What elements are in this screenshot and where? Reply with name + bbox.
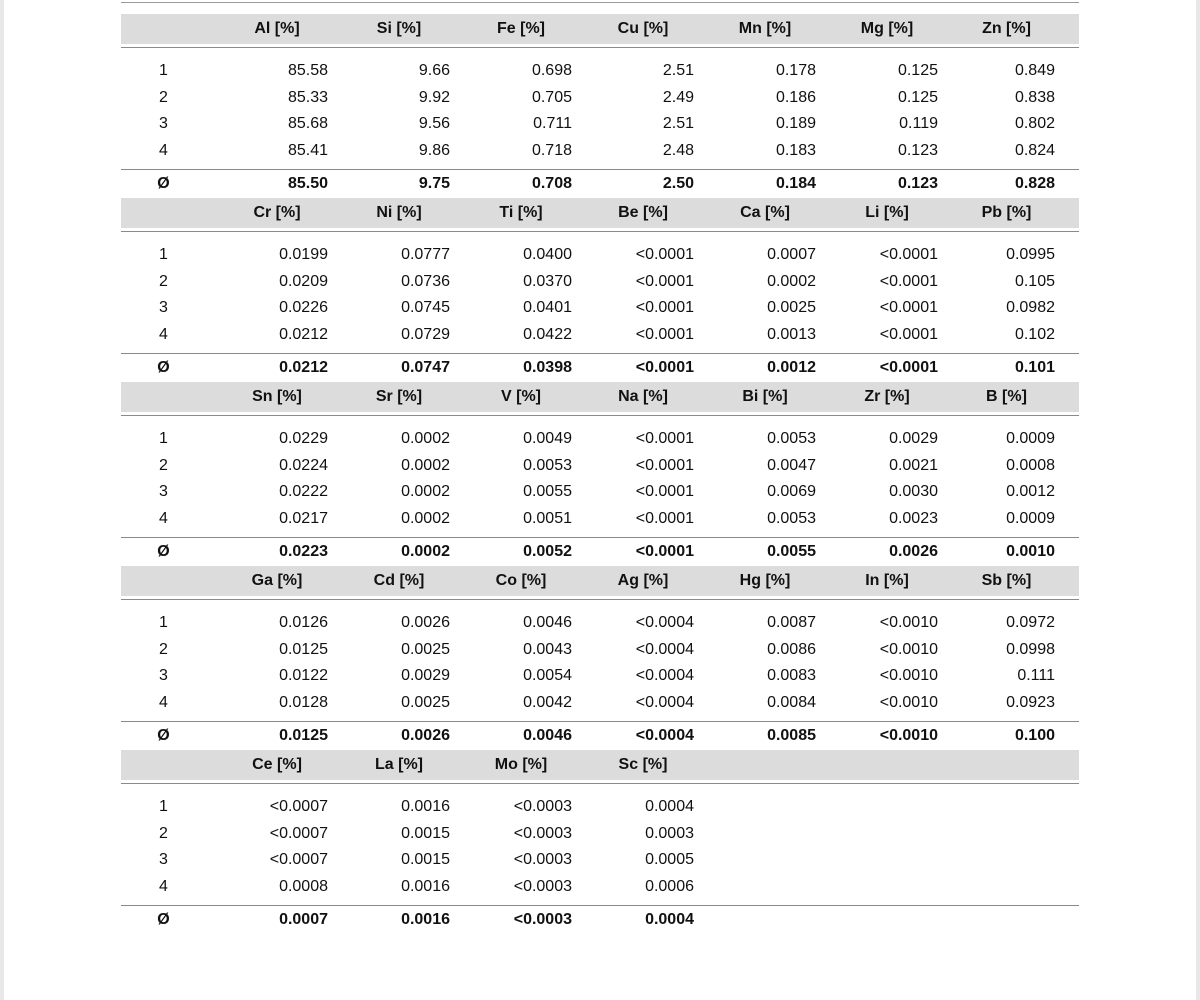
table-cell: 0.0016 [401, 878, 450, 896]
average-cell: <0.0010 [879, 727, 938, 745]
table-cell: 0.0004 [645, 798, 694, 816]
average-symbol: Ø [157, 911, 170, 929]
table-cell: 0.0008 [1006, 456, 1055, 474]
table-cell: 0.0226 [279, 299, 328, 317]
average-cell: 0.0747 [401, 359, 450, 377]
table-cell: <0.0004 [635, 614, 694, 632]
average-cell: <0.0004 [635, 727, 694, 745]
table-cell: 0.111 [1017, 667, 1055, 685]
table-cell: 0.0199 [279, 246, 328, 264]
table-cell: 0.0086 [767, 640, 816, 658]
column-header: Sc [%] [618, 756, 668, 773]
average-cell: 0.0026 [401, 727, 450, 745]
table-row [121, 663, 1079, 690]
table-cell: 0.0972 [1006, 614, 1055, 632]
average-cell: 0.123 [897, 175, 938, 193]
table-cell: 0.0023 [889, 510, 938, 528]
table-header-row [121, 382, 1079, 412]
row-index: 1 [159, 614, 168, 632]
column-header: Hg [%] [739, 572, 791, 589]
table-cell: <0.0003 [513, 851, 572, 869]
column-header: Ti [%] [499, 204, 543, 221]
table-cell: 0.0021 [889, 456, 938, 474]
row-index: 2 [159, 272, 168, 290]
average-cell: 0.0012 [767, 359, 816, 377]
column-header: V [%] [501, 388, 541, 405]
table-header-row [121, 750, 1079, 780]
table-cell: 85.33 [287, 88, 328, 106]
table-row [121, 453, 1079, 480]
average-cell: 0.101 [1014, 359, 1055, 377]
composition-tables [121, 14, 1079, 934]
row-index: 2 [159, 456, 168, 474]
average-symbol: Ø [157, 543, 170, 561]
table-cell: 2.51 [662, 62, 694, 80]
average-cell: 0.0052 [523, 543, 572, 561]
table-cell: 0.0046 [523, 614, 572, 632]
table-cell: 0.0053 [767, 510, 816, 528]
table-cell: 0.824 [1014, 142, 1055, 160]
row-index: 4 [159, 878, 168, 896]
table-cell: 0.0002 [401, 456, 450, 474]
top-rule [121, 2, 1079, 3]
table-cell: <0.0004 [635, 667, 694, 685]
table-header-row [121, 198, 1079, 228]
average-cell: <0.0001 [635, 543, 694, 561]
table-cell: 0.0026 [401, 614, 450, 632]
table-cell: 0.0025 [401, 640, 450, 658]
column-header: Ag [%] [617, 572, 669, 589]
average-row [121, 170, 1079, 198]
table-cell: <0.0001 [879, 272, 938, 290]
column-header: B [%] [986, 388, 1027, 405]
table-cell: 0.0126 [279, 614, 328, 632]
table-cell: 0.0054 [523, 667, 572, 685]
table-cell: 0.0043 [523, 640, 572, 658]
average-row [121, 354, 1079, 382]
average-cell: 0.0007 [279, 911, 328, 929]
table-cell: 0.0009 [1006, 430, 1055, 448]
average-cell: 85.50 [287, 175, 328, 193]
column-header: Na [%] [618, 388, 668, 405]
average-cell: 0.0125 [279, 727, 328, 745]
table-body [121, 600, 1079, 716]
average-symbol: Ø [157, 359, 170, 377]
row-index: 1 [159, 798, 168, 816]
table-cell: 0.0053 [767, 430, 816, 448]
average-cell: 0.0212 [279, 359, 328, 377]
table-cell: 0.0002 [401, 483, 450, 501]
average-cell: <0.0003 [513, 911, 572, 929]
table-cell: 0.0042 [523, 694, 572, 712]
table-cell: 9.92 [418, 88, 450, 106]
table-cell: 0.125 [897, 88, 938, 106]
table-cell: <0.0003 [513, 798, 572, 816]
table-cell: 0.0995 [1006, 246, 1055, 264]
table-header-row [121, 14, 1079, 44]
table-row [121, 58, 1079, 85]
column-header: La [%] [375, 756, 423, 773]
table-cell: 0.0015 [401, 824, 450, 842]
table-row [121, 269, 1079, 296]
average-cell: 0.0016 [401, 911, 450, 929]
table-body [121, 416, 1079, 532]
table-cell: 0.0002 [767, 272, 816, 290]
table-row [121, 610, 1079, 637]
column-header: Zn [%] [982, 20, 1031, 37]
table-cell: <0.0001 [635, 299, 694, 317]
table-cell: 9.56 [418, 115, 450, 133]
table-cell: <0.0001 [635, 456, 694, 474]
table-block [121, 198, 1079, 382]
table-cell: <0.0004 [635, 640, 694, 658]
table-body [121, 232, 1079, 348]
table-cell: 0.105 [1014, 272, 1055, 290]
table-cell: 0.123 [897, 142, 938, 160]
table-cell: 0.802 [1014, 115, 1055, 133]
table-cell: 2.48 [662, 142, 694, 160]
row-index: 2 [159, 824, 168, 842]
table-cell: <0.0003 [513, 878, 572, 896]
table-cell: 0.0025 [401, 694, 450, 712]
table-cell: 0.0015 [401, 851, 450, 869]
table-cell: <0.0004 [635, 694, 694, 712]
table-cell: <0.0010 [879, 667, 938, 685]
table-cell: 0.0400 [523, 246, 572, 264]
average-symbol: Ø [157, 727, 170, 745]
table-cell: 9.66 [418, 62, 450, 80]
table-cell: 0.125 [897, 62, 938, 80]
average-cell: 0.0010 [1006, 543, 1055, 561]
table-cell: 0.838 [1014, 88, 1055, 106]
table-cell: <0.0007 [269, 851, 328, 869]
table-cell: 0.0002 [401, 510, 450, 528]
table-cell: 0.0209 [279, 272, 328, 290]
table-cell: <0.0003 [513, 824, 572, 842]
table-cell: 0.705 [531, 88, 572, 106]
table-cell: 0.0005 [645, 851, 694, 869]
table-cell: 0.0051 [523, 510, 572, 528]
average-cell: 9.75 [418, 175, 450, 193]
table-cell: 0.0083 [767, 667, 816, 685]
table-cell: 0.0049 [523, 430, 572, 448]
table-cell: 0.0008 [279, 878, 328, 896]
column-header: In [%] [865, 572, 909, 589]
table-cell: 0.189 [775, 115, 816, 133]
column-header: Cd [%] [373, 572, 425, 589]
table-row [121, 506, 1079, 533]
table-row [121, 242, 1079, 269]
average-cell: 2.50 [662, 175, 694, 193]
table-row [121, 111, 1079, 138]
row-index: 1 [159, 430, 168, 448]
row-index: 2 [159, 640, 168, 658]
table-cell: 0.0777 [401, 246, 450, 264]
table-cell: 0.0030 [889, 483, 938, 501]
table-cell: 0.718 [531, 142, 572, 160]
table-cell: 0.0745 [401, 299, 450, 317]
column-header: Ca [%] [740, 204, 790, 221]
column-header: Ga [%] [251, 572, 303, 589]
table-cell: 0.119 [899, 115, 938, 133]
table-cell: 0.0729 [401, 326, 450, 344]
average-cell: 0.708 [531, 175, 572, 193]
table-cell: <0.0010 [879, 640, 938, 658]
average-row [121, 538, 1079, 566]
table-cell: <0.0001 [635, 483, 694, 501]
row-index: 4 [159, 326, 168, 344]
table-cell: <0.0001 [635, 272, 694, 290]
table-cell: 0.0029 [889, 430, 938, 448]
column-header: Mo [%] [494, 756, 548, 773]
column-header: Co [%] [495, 572, 547, 589]
row-index: 3 [159, 299, 168, 317]
table-cell: 0.0982 [1006, 299, 1055, 317]
table-cell: <0.0001 [635, 430, 694, 448]
table-body [121, 48, 1079, 164]
table-cell: <0.0010 [879, 694, 938, 712]
table-cell: 0.0002 [401, 430, 450, 448]
table-cell: <0.0001 [879, 246, 938, 264]
column-header: Sb [%] [981, 572, 1032, 589]
table-cell: 0.0370 [523, 272, 572, 290]
table-row [121, 847, 1079, 874]
table-cell: 0.0222 [279, 483, 328, 501]
table-cell: <0.0001 [879, 299, 938, 317]
table-cell: <0.0007 [269, 798, 328, 816]
average-cell: 0.184 [775, 175, 816, 193]
table-row [121, 322, 1079, 349]
table-cell: 0.183 [775, 142, 816, 160]
average-symbol: Ø [157, 175, 170, 193]
table-row [121, 874, 1079, 901]
table-cell: 85.58 [287, 62, 328, 80]
column-header: Fe [%] [497, 20, 545, 37]
table-row [121, 426, 1079, 453]
table-cell: 0.0224 [279, 456, 328, 474]
table-cell: 0.0087 [767, 614, 816, 632]
average-cell: 0.0046 [523, 727, 572, 745]
average-cell: 0.0398 [523, 359, 572, 377]
row-index: 3 [159, 851, 168, 869]
row-index: 3 [159, 483, 168, 501]
column-header: Mn [%] [738, 20, 792, 37]
table-cell: <0.0001 [635, 510, 694, 528]
table-body [121, 784, 1079, 900]
table-cell: 2.49 [662, 88, 694, 106]
table-cell: 0.0125 [279, 640, 328, 658]
column-header: Sn [%] [252, 388, 302, 405]
column-header: Li [%] [865, 204, 909, 221]
table-cell: 0.178 [775, 62, 816, 80]
table-cell: 0.0029 [401, 667, 450, 685]
table-cell: 0.849 [1014, 62, 1055, 80]
table-cell: 0.0736 [401, 272, 450, 290]
table-cell: 0.0122 [279, 667, 328, 685]
table-cell: 0.0212 [279, 326, 328, 344]
table-row [121, 821, 1079, 848]
average-cell: <0.0001 [635, 359, 694, 377]
table-cell: 0.698 [531, 62, 572, 80]
column-header: Be [%] [618, 204, 668, 221]
table-row [121, 690, 1079, 717]
column-header: Ni [%] [376, 204, 422, 221]
table-cell: 2.51 [662, 115, 694, 133]
column-header: Si [%] [376, 20, 422, 37]
column-header: Mg [%] [860, 20, 914, 37]
table-cell: 0.102 [1014, 326, 1055, 344]
table-cell: 0.0025 [767, 299, 816, 317]
table-cell: 0.186 [775, 88, 816, 106]
row-index: 3 [159, 667, 168, 685]
column-header: Sr [%] [375, 388, 423, 405]
table-block [121, 14, 1079, 198]
table-cell: 9.86 [418, 142, 450, 160]
table-cell: 0.0055 [523, 483, 572, 501]
table-cell: 0.0923 [1006, 694, 1055, 712]
column-header: Cr [%] [253, 204, 301, 221]
average-cell: 0.0002 [401, 543, 450, 561]
column-header: Ce [%] [252, 756, 302, 773]
table-row [121, 295, 1079, 322]
table-row [121, 85, 1079, 112]
table-cell: <0.0010 [879, 614, 938, 632]
row-index: 1 [159, 62, 168, 80]
row-index: 4 [159, 510, 168, 528]
table-cell: 0.0217 [279, 510, 328, 528]
table-header-row [121, 566, 1079, 596]
average-cell: 0.0026 [889, 543, 938, 561]
table-block [121, 382, 1079, 566]
average-cell: 0.0004 [645, 911, 694, 929]
table-cell: 0.0401 [523, 299, 572, 317]
table-cell: 0.0006 [645, 878, 694, 896]
table-cell: 85.41 [287, 142, 328, 160]
table-cell: 0.0053 [523, 456, 572, 474]
table-cell: <0.0001 [635, 246, 694, 264]
table-cell: 0.0009 [1006, 510, 1055, 528]
average-row [121, 722, 1079, 750]
average-cell: 0.0223 [279, 543, 328, 561]
table-cell: 0.711 [533, 115, 572, 133]
row-index: 2 [159, 88, 168, 106]
row-index: 4 [159, 142, 168, 160]
table-cell: 0.0128 [279, 694, 328, 712]
column-header: Bi [%] [742, 388, 788, 405]
average-cell: 0.100 [1014, 727, 1055, 745]
column-header: Cu [%] [617, 20, 669, 37]
table-row [121, 794, 1079, 821]
table-cell: 85.68 [287, 115, 328, 133]
table-cell: 0.0047 [767, 456, 816, 474]
column-header: Zr [%] [864, 388, 910, 405]
table-block [121, 566, 1079, 750]
table-cell: 0.0012 [1006, 483, 1055, 501]
table-cell: 0.0998 [1006, 640, 1055, 658]
table-cell: 0.0007 [767, 246, 816, 264]
table-cell: 0.0013 [767, 326, 816, 344]
table-cell: 0.0003 [645, 824, 694, 842]
row-index: 4 [159, 694, 168, 712]
average-cell: 0.0085 [767, 727, 816, 745]
table-cell: 0.0229 [279, 430, 328, 448]
table-row [121, 479, 1079, 506]
table-row [121, 138, 1079, 165]
average-cell: 0.828 [1014, 175, 1055, 193]
average-row [121, 906, 1079, 934]
column-header: Pb [%] [981, 204, 1032, 221]
table-cell: 0.0016 [401, 798, 450, 816]
table-cell: 0.0069 [767, 483, 816, 501]
table-block [121, 750, 1079, 934]
average-cell: 0.0055 [767, 543, 816, 561]
average-cell: <0.0001 [879, 359, 938, 377]
table-cell: <0.0007 [269, 824, 328, 842]
column-header: Al [%] [254, 20, 300, 37]
row-index: 3 [159, 115, 168, 133]
row-index: 1 [159, 246, 168, 264]
table-cell: 0.0422 [523, 326, 572, 344]
table-cell: 0.0084 [767, 694, 816, 712]
table-cell: <0.0001 [879, 326, 938, 344]
table-row [121, 637, 1079, 664]
table-cell: <0.0001 [635, 326, 694, 344]
